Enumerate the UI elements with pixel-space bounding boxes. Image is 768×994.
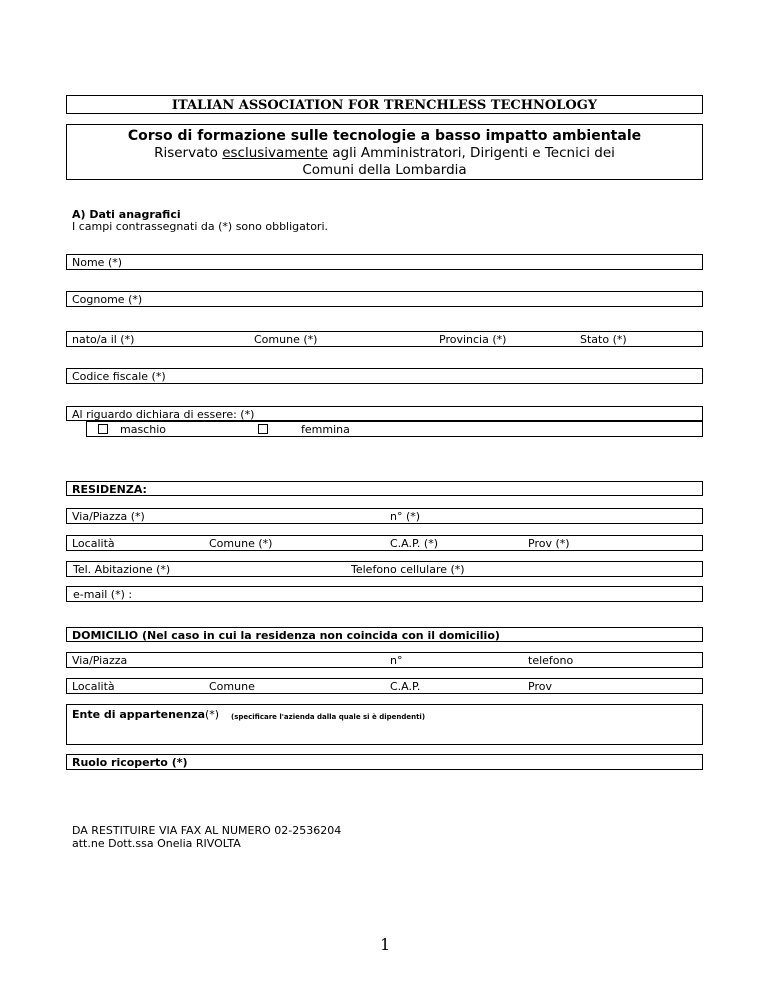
association-title: ITALIAN ASSOCIATION FOR TRENCHLESS TECHNOLOGY	[171, 98, 598, 113]
course-header-box	[66, 124, 703, 180]
course-title: Corso di formazione sulle tecnologie a basso impatto ambientale	[127, 128, 642, 144]
domicilio-comune-label: Comune	[209, 680, 255, 693]
ente-field[interactable]	[66, 704, 703, 745]
residenza-numero-label: n° (*)	[390, 510, 421, 523]
domicilio-localita-row[interactable]	[66, 678, 703, 694]
residenza-localita-row[interactable]	[66, 535, 703, 551]
maschio-checkbox[interactable]	[98, 424, 108, 434]
dichiara-box	[66, 406, 703, 421]
ente-hint: (specificare l'azienda dalla quale si è dipendenti)	[231, 713, 426, 721]
birth-row[interactable]	[66, 331, 703, 347]
femmina-label: femmina	[301, 423, 350, 436]
ruolo-field[interactable]	[66, 754, 703, 770]
email-label: e-mail (*) :	[73, 588, 133, 601]
residenza-via-label: Via/Piazza (*)	[72, 510, 145, 523]
association-header-box	[66, 95, 703, 114]
domicilio-telefono-label: telefono	[528, 654, 574, 667]
ente-required: (*)	[205, 708, 220, 721]
course-reserved-line2: Comuni della Lombardia	[302, 162, 467, 178]
residenza-header	[66, 481, 703, 496]
dichiara-label: Al riguardo dichiara di essere: (*)	[72, 408, 255, 421]
residenza-via-row[interactable]	[66, 508, 703, 524]
ente-label: Ente di appartenenza	[72, 708, 206, 721]
tel-abitazione-label: Tel. Abitazione (*)	[73, 563, 171, 576]
domicilio-localita-label: Località	[72, 680, 115, 693]
birth-provincia-label: Provincia (*)	[439, 333, 507, 346]
domicilio-via-label: Via/Piazza	[72, 654, 128, 667]
residenza-cap-label: C.A.P. (*)	[390, 537, 439, 550]
course-reserved-line	[67, 145, 702, 162]
domicilio-cap-label: C.A.P.	[390, 680, 421, 693]
reserved-emphasis: esclusivamente	[222, 145, 328, 161]
page-number: 1	[380, 935, 391, 954]
residenza-prov-label: Prov (*)	[528, 537, 570, 550]
section-a-title: A) Dati anagrafici	[72, 208, 181, 221]
nato-label: nato/a il (*)	[72, 333, 135, 346]
birth-stato-label: Stato (*)	[580, 333, 627, 346]
gender-row	[86, 421, 703, 437]
birth-comune-label: Comune (*)	[254, 333, 318, 346]
residenza-localita-label: Località	[72, 537, 115, 550]
domicilio-prov-label: Prov	[528, 680, 552, 693]
domicilio-header	[66, 627, 703, 642]
codice-fiscale-field[interactable]	[66, 368, 703, 384]
cognome-field[interactable]	[66, 291, 703, 307]
maschio-label: maschio	[120, 423, 166, 436]
cognome-label: Cognome (*)	[72, 293, 143, 306]
residenza-email-row[interactable]	[66, 586, 703, 602]
domicilio-via-row[interactable]	[66, 652, 703, 668]
residenza-comune-label: Comune (*)	[209, 537, 273, 550]
residenza-title: RESIDENZA:	[72, 483, 147, 496]
domicilio-title: DOMICILIO (Nel caso in cui la residenza non coincida con il domicilio)	[72, 629, 500, 642]
residenza-telefono-row[interactable]	[66, 561, 703, 577]
tel-cellulare-label: Telefono cellulare (*)	[351, 563, 465, 576]
domicilio-numero-label: n°	[390, 654, 403, 667]
nome-label: Nome (*)	[72, 256, 123, 269]
codice-fiscale-label: Codice fiscale (*)	[72, 370, 166, 383]
reserved-prefix: Riservato	[154, 145, 223, 161]
femmina-checkbox[interactable]	[258, 424, 268, 434]
nome-field[interactable]	[66, 254, 703, 270]
section-a-note: I campi contrassegnati da (*) sono obbligatori.	[72, 220, 329, 233]
reserved-suffix: agli Amministratori, Dirigenti e Tecnici dei	[327, 145, 615, 161]
fax-attention: att.ne Dott.ssa Onelia RIVOLTA	[72, 837, 241, 850]
ruolo-label: Ruolo ricoperto (*)	[72, 756, 188, 769]
fax-instructions: DA RESTITUIRE VIA FAX AL NUMERO 02-2536204	[72, 824, 342, 837]
